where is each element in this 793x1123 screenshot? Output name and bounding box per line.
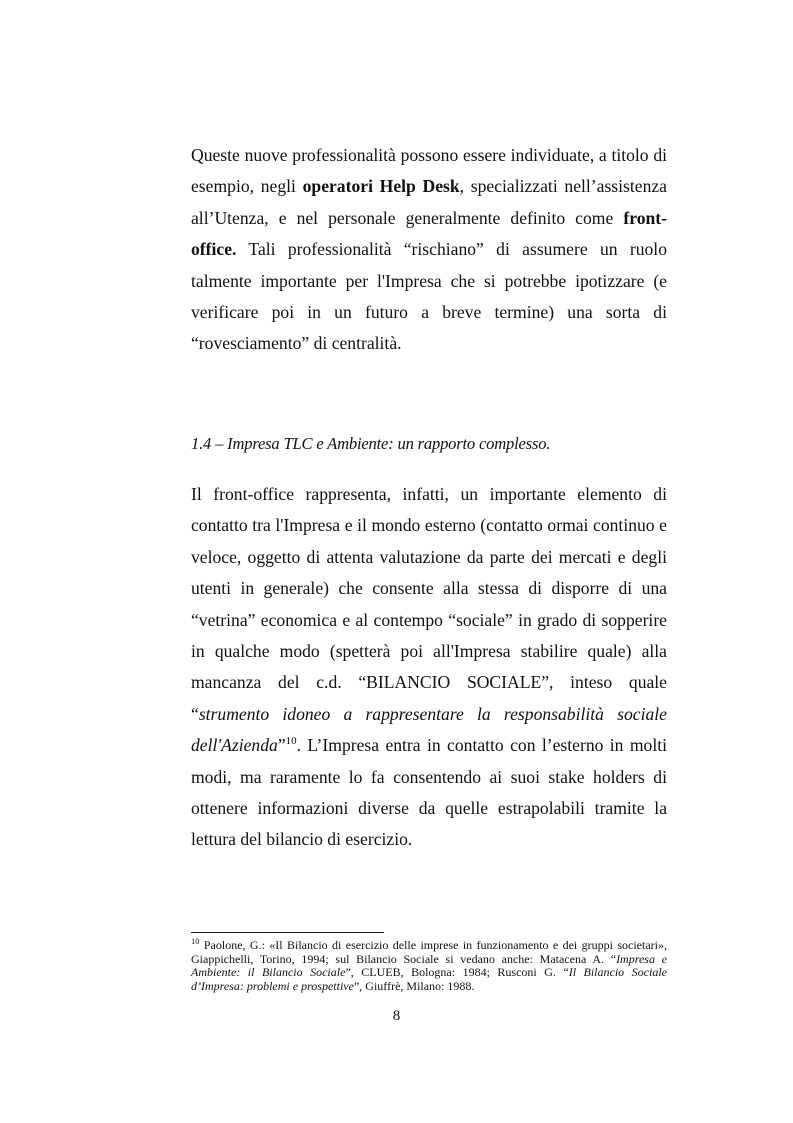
p2-text-2: . L’Impresa entra in contatto con l’esterno in molti modi, ma raramente lo fa consentendo ai suoi stake holders di ottenere informazioni diverse da quelle estrapolabili tramite la lettura del bilancio di esercizio.	[191, 735, 667, 850]
footnote-separator	[191, 932, 384, 933]
footnote	[191, 936, 667, 993]
footnote-text-2: ”, CLUEB, Bologna: 1984; Rusconi G. “	[345, 965, 569, 979]
p1-bold-front-office: front-office.	[191, 207, 667, 260]
section-heading: 1.4 – Impresa TLC e Ambiente: un rapporto complesso.	[191, 434, 551, 453]
footnote-italic-2: Il Bilancio Sociale d’Impresa: problemi e prospettive	[191, 965, 667, 993]
footnote-text-3: ”, Giuffrè, Milano: 1988.	[353, 978, 475, 993]
p2-italic-quote: strumento idoneo a rappresentare la responsabilità sociale dell'Azienda	[191, 703, 667, 756]
p1-text-2: , specializzati nell’assistenza all’Utenza, e nel personale generalmente definito come	[191, 176, 667, 228]
paragraph-professionalita	[191, 140, 667, 360]
paragraph-front-office	[191, 479, 667, 856]
footnote-number: 10	[191, 936, 200, 946]
footnote-italic-1: Impresa e Ambiente: il Bilancio Sociale	[191, 951, 667, 979]
p1-text-1: Queste nuove professionalità possono essere individuate, a titolo di esempio, negli	[191, 145, 667, 197]
p2-text-1: Il front-office rappresenta, infatti, un importante elemento di contatto tra l'Impresa e il mondo esterno (contatto ormai continuo e veloce, oggetto di attenta valutazione da parte dei mercati e degli utenti in generale) che consente alla stessa di disporre di una “vetrina” economica e al contempo “sociale” in grado di sopperire in qualche modo (spetterà poi all'Impresa stabilire quale) alla mancanza del c.d. “BILANCIO SOCIALE”, inteso quale “	[191, 484, 667, 724]
p2-close-quote: ”	[277, 735, 286, 756]
footnote-text-1: Paolone, G.: «Il Bilancio di esercizio delle imprese in funzionamento e dei gruppi societari», Giappichelli, Torino, 1994; sul Bilancio Sociale si vedano anche: Matacena A. “	[191, 938, 667, 966]
p1-text-3: Tali professionalità “rischiano” di assumere un ruolo talmente importante per l'Impresa che si potrebbe ipotizzare (e verificare poi in un futuro a breve termine) una sorta di “rovesciamento” di centralità.	[191, 239, 667, 354]
page-number: 8	[392, 1008, 401, 1024]
p1-bold-help-desk: operatori Help Desk	[302, 176, 460, 197]
footnote-reference[interactable]: 10	[285, 735, 297, 748]
